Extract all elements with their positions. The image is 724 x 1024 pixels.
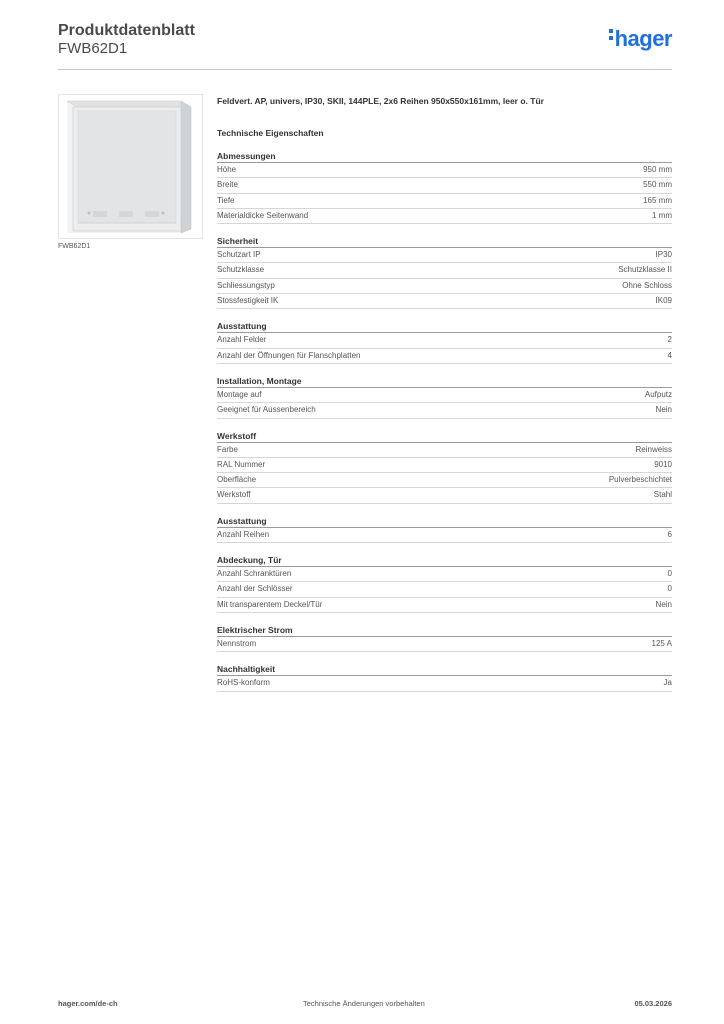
product-details xyxy=(217,94,672,692)
page-title: Produktdatenblatt xyxy=(58,22,195,39)
property-value: 165 mm xyxy=(643,195,672,205)
property-label: Oberfläche xyxy=(217,475,257,485)
hager-logo xyxy=(609,26,672,52)
property-group xyxy=(217,235,672,309)
group-title: Ausstattung xyxy=(217,515,672,528)
property-row xyxy=(217,473,672,488)
footer-notice: Technische Änderungen vorbehalten xyxy=(303,999,425,1008)
property-row xyxy=(217,637,672,652)
group-title: Elektrischer Strom xyxy=(217,624,672,637)
group-title: Abdeckung, Tür xyxy=(217,554,672,567)
property-label: Stossfestigkeit IK xyxy=(217,296,279,306)
footer-website-link[interactable]: hager.com/de-ch xyxy=(58,999,118,1008)
property-label: Nennstrom xyxy=(217,638,257,648)
property-label: Anzahl Schranktüren xyxy=(217,569,292,579)
product-image xyxy=(58,94,203,239)
logo-dots-icon xyxy=(609,29,613,43)
property-group xyxy=(217,515,672,543)
product-description: Feldvert. AP, univers, IP30, SKII, 144PLE, 2x6 Reihen 950x550x161mm, leer o. Tür xyxy=(217,96,544,106)
property-value: 9010 xyxy=(654,459,672,469)
group-title: Installation, Montage xyxy=(217,375,672,388)
enclosure-illustration xyxy=(59,95,202,238)
property-row xyxy=(217,458,672,473)
property-row xyxy=(217,443,672,458)
property-row xyxy=(217,528,672,543)
property-label: Anzahl Reihen xyxy=(217,529,270,539)
property-row xyxy=(217,676,672,691)
property-row xyxy=(217,403,672,418)
property-value: Schutzklasse II xyxy=(618,265,672,275)
property-value: 0 xyxy=(667,584,672,594)
property-value: 0 xyxy=(667,569,672,579)
property-label: Tiefe xyxy=(217,195,235,205)
property-group xyxy=(217,320,672,364)
property-value: Pulverbeschichtet xyxy=(608,475,672,485)
property-group xyxy=(217,624,672,652)
property-row xyxy=(217,582,672,597)
property-label: Farbe xyxy=(217,444,238,454)
property-row xyxy=(217,248,672,263)
group-title: Abmessungen xyxy=(217,150,672,163)
property-value: 125 A xyxy=(651,638,672,648)
property-groups xyxy=(217,150,672,692)
property-value: Ohne Schloss xyxy=(622,280,672,290)
property-label: Materialdicke Seitenwand xyxy=(217,210,309,220)
property-label: Anzahl Felder xyxy=(217,335,267,345)
property-value: 550 mm xyxy=(643,180,672,190)
property-value: Nein xyxy=(655,405,672,415)
property-row xyxy=(217,279,672,294)
property-label: Schutzklasse xyxy=(217,265,265,275)
group-title: Sicherheit xyxy=(217,235,672,248)
property-label: Anzahl der Schlösser xyxy=(217,584,293,594)
property-row xyxy=(217,388,672,403)
property-label: Geeignet für Aussenbereich xyxy=(217,405,316,415)
group-title: Ausstattung xyxy=(217,320,672,333)
property-row xyxy=(217,294,672,309)
property-value: Stahl xyxy=(653,490,672,500)
property-value: 6 xyxy=(667,529,672,539)
property-row xyxy=(217,598,672,613)
property-row xyxy=(217,488,672,503)
image-caption: FWB62D1 xyxy=(58,243,91,250)
property-label: Schliessungstyp xyxy=(217,280,275,290)
property-row xyxy=(217,209,672,224)
property-group xyxy=(217,375,672,419)
group-title: Werkstoff xyxy=(217,430,672,443)
property-value: 950 mm xyxy=(643,165,672,174)
logo-text: hager xyxy=(614,26,672,51)
property-value: Reinweiss xyxy=(635,444,672,454)
property-group xyxy=(217,663,672,691)
property-label: Werkstoff xyxy=(217,490,251,500)
property-row xyxy=(217,349,672,364)
property-label: Montage auf xyxy=(217,389,262,399)
property-group xyxy=(217,150,672,224)
property-value: 1 mm xyxy=(652,210,672,220)
footer-date: 05.03.2026 xyxy=(634,999,672,1008)
property-value: Aufputz xyxy=(644,389,672,399)
property-label: Mit transparentem Deckel/Tür xyxy=(217,599,323,609)
property-row xyxy=(217,333,672,348)
property-label: Anzahl der Öffnungen für Flanschplatten xyxy=(217,350,361,360)
property-group xyxy=(217,430,672,504)
property-row xyxy=(217,163,672,178)
property-row xyxy=(217,263,672,278)
property-value: 2 xyxy=(667,335,672,345)
property-label: Höhe xyxy=(217,165,237,174)
product-code: FWB62D1 xyxy=(58,40,128,57)
property-label: RoHS-konform xyxy=(217,678,270,688)
page-header xyxy=(58,20,672,70)
property-group xyxy=(217,554,672,613)
property-value: Nein xyxy=(655,599,672,609)
property-label: Schutzart IP xyxy=(217,250,261,260)
property-label: Breite xyxy=(217,180,238,190)
property-value: Ja xyxy=(663,678,672,688)
property-row xyxy=(217,567,672,582)
property-value: 4 xyxy=(667,350,672,360)
property-label: RAL Nummer xyxy=(217,459,266,469)
section-title: Technische Eigenschaften xyxy=(217,128,324,138)
group-title: Nachhaltigkeit xyxy=(217,663,672,676)
property-row xyxy=(217,178,672,193)
property-row xyxy=(217,194,672,209)
property-value: IP30 xyxy=(655,250,672,260)
property-value: IK09 xyxy=(655,296,672,306)
